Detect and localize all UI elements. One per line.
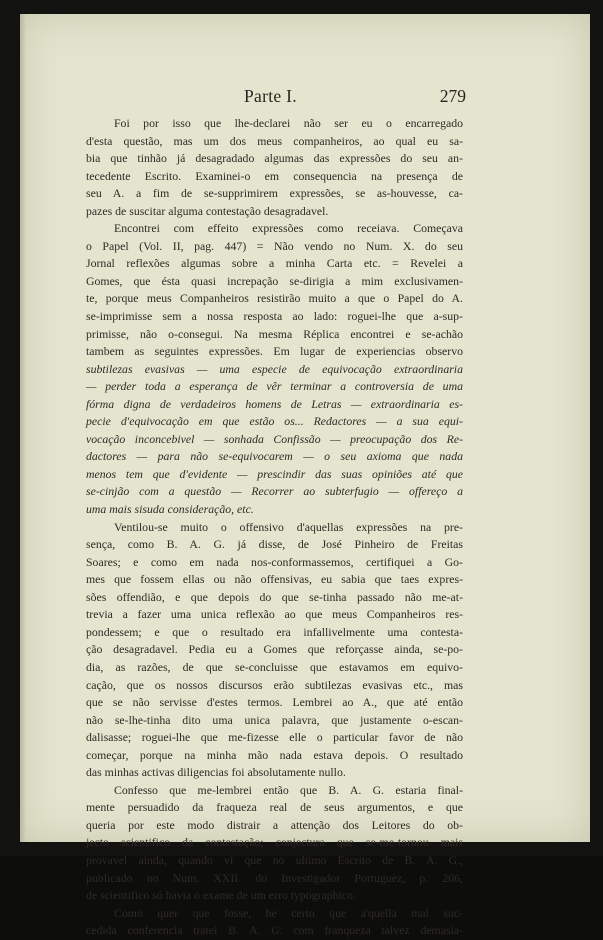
text-line: tambem as seguintes expressões. Em lugar de experiencias observo	[86, 344, 463, 359]
text-line: provavel ainda, quando vi que no ultimo Escrito de B. A. G.,	[86, 852, 463, 867]
text-line: te, porque meus Companheiros resistirão muito a que o Papel do A.	[86, 291, 463, 306]
text-line: o Papel (Vol. II, pag. 447) = Não vendo no Num. X. do seu	[86, 238, 463, 253]
text-line: trevia a fazer uma unica reflexão ao que meus Companheiros res-	[86, 607, 463, 622]
text-line: fórma digna de verdadeiros homens de Letras — extraordinaria es-	[86, 396, 463, 411]
text-line: mente persuadido da fraqueza real de seus argumentos, e que	[86, 800, 463, 815]
text-line: vocação inconcebivel — sonhada Confissão — preocupação dos Re-	[86, 431, 463, 446]
text-line: Confesso que me-lembrei então que B. A. G. estaria final-	[114, 782, 463, 797]
text-line: bia que tinhão já desagradado algumas das expressões do seu an-	[86, 151, 463, 166]
body-text	[86, 115, 463, 940]
text-line: Gomes, que ésta quasi increpação se-dirigia a mim exclusivamen-	[86, 273, 463, 288]
text-line: Foi por isso que lhe-declarei não ser eu o encarregado	[114, 116, 463, 130]
text-line: — perder toda a esperança de vêr terminar a controversia de uma	[86, 379, 463, 394]
text-line: das minhas activas diligencias foi absolutamente nullo.	[86, 765, 346, 780]
text-line: seu A. a fim de se-supprimirem expressões, se as-houvesse, ca-	[86, 186, 463, 201]
text-line: primisse, não o-consegui. Na mesma Réplica encontrei e se-achão	[86, 326, 463, 341]
text-line: pazes de suscitar alguma contestação desagradavel.	[86, 203, 329, 218]
text-line: Soares; e como em nada nos-conformassemos, certifiquei a Go-	[86, 554, 463, 569]
text-line: pondessem; e que o resultado era infallivelmente uma contesta-	[86, 624, 463, 639]
text-line: pecie d'equivocação em que estão os... Redactores — a sua equi-	[86, 414, 463, 429]
text-line: queria por este modo distrair a attenção dos Leitores do ob-	[86, 817, 463, 832]
text-line: Ventilou-se muito o offensivo d'aquellas expressões na pre-	[114, 519, 463, 534]
text-line: sões offendião, e que depois do que se-tinha passado não me-at-	[86, 589, 463, 604]
text-line: ção desagradavel. Pedia eu a Gomes que reforçasse ainda, se-po-	[86, 642, 463, 657]
text-line: Jornal reflexões algumas sobre a minha Carta etc. = Revelei a	[86, 256, 463, 271]
text-line: dactores — para não se-equivocarem — o seu axioma que nada	[86, 449, 463, 464]
text-line: dalisasse; roguei-lhe que me-fizesse elle o particular favor de não	[86, 730, 463, 745]
text-line: d'esta questão, mas um dos meus companheiros, ao qual eu sa-	[86, 133, 463, 148]
text-line: de scientifico só havia o exame de um erro typographico.	[86, 888, 356, 903]
text-line: se-cinjão com a questão — Recorrer ao subterfugio — offereço a	[86, 484, 463, 499]
text-line: cação, que os nossos discursos erão subtilezas evasivas etc., mas	[86, 677, 463, 692]
text-line: jecto scientifico da contestação; conjectura que se-me-tornou mais	[86, 835, 463, 850]
text-line: publicado no Num. XXII. do Investigador Portuguez, p. 206,	[86, 870, 463, 885]
page-number: 279	[439, 86, 466, 106]
text-line: mes que fossem ellas ou não offensivas, eu sabia que taes expres-	[86, 572, 463, 587]
running-header	[86, 86, 466, 110]
text-line: tecedente Escrito. Examinei-o em consequencia na presença de	[86, 168, 463, 183]
text-line: Encontrei com effeito expressões como receiava. Começava	[114, 221, 463, 236]
text-line: dia, as razões, de que se-concluisse que estavamos em equivo-	[86, 659, 463, 674]
text-line: sença, como B. A. G. já disse, de José Pinheiro de Freitas	[86, 537, 463, 552]
text-line: que se não servisse d'estes termos. Lembrei ao A., que até então	[86, 695, 463, 710]
text-line: não se-lhe-tinha dito uma unica palavra, que justamente o-escan-	[86, 712, 463, 727]
text-line: cedida conferencia tratei B. A. G. com franqueza talvez demasia-	[86, 923, 463, 938]
text-line: começar, porque na minha mão nada estava depois. O resultado	[86, 747, 463, 762]
text-line: Como quer que fosse, he certo que a'quella mal suc-	[114, 905, 463, 920]
text-line: subtilezas evasivas — uma especie de equivocação extraordinaria	[86, 361, 463, 376]
text-line: menos tem que d'evidente — prescindir das suas opiniões até que	[86, 466, 463, 481]
text-line: uma mais sisuda consideração, etc.	[86, 502, 254, 517]
text-line: se-imprimisse sem a nossa resposta ao lado: roguei-lhe que a-sup-	[86, 309, 463, 324]
running-title: Parte I.	[244, 86, 297, 106]
page-gutter-shadow	[20, 14, 26, 842]
